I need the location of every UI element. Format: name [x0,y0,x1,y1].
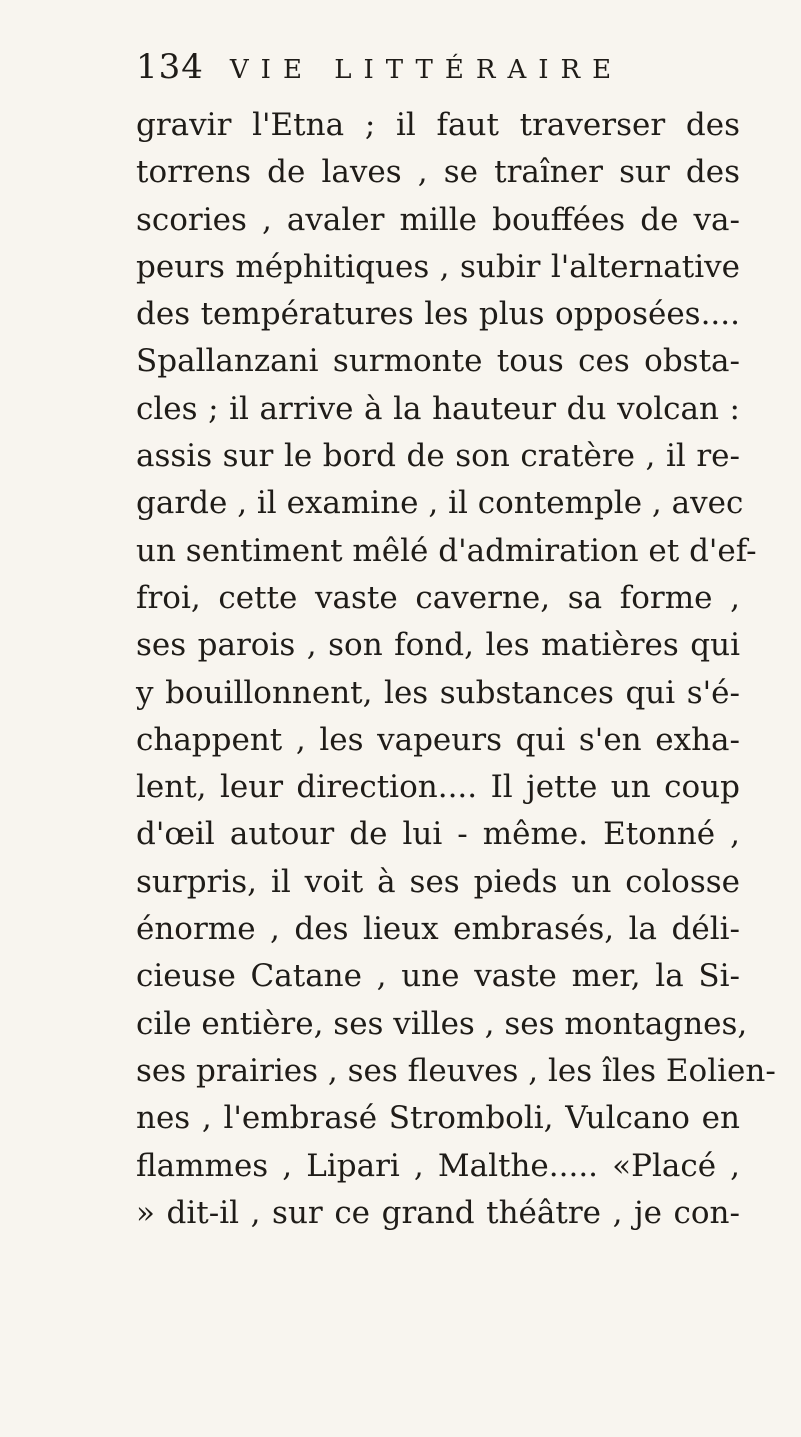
text-line: ses prairies , ses fleuves , les îles Eolien- [136,1052,776,1089]
text-line: nes , l'embrasé Stromboli, Vulcano en [136,1100,740,1137]
text-line: torrens de laves , se traîner sur des [136,154,740,191]
text-line: froi, cette vaste caverne, sa forme , [136,579,740,616]
text-line: assis sur le bord de son cratère , il re- [136,438,740,475]
text-line: garde , il examine , il contemple , avec [136,485,744,522]
body-text [136,102,776,1237]
text-line: y bouillonnent, les substances qui s'é- [136,674,740,711]
text-line: Spallanzani surmonte tous ces obsta- [136,343,740,380]
text-line: lent, leur direction.... Il jette un coup [136,769,740,806]
text-line: flammes , Lipari , Malthe..... «Placé , [136,1147,740,1184]
text-line: énorme , des lieux embrasés, la déli- [136,911,740,948]
text-line: scories , avaler mille bouffées de va- [136,201,740,238]
text-line: ses parois , son fond, les matières qui [136,627,740,664]
text-line: cile entière, ses villes , ses montagnes, [136,1005,748,1042]
running-head [136,44,623,90]
text-line: surpris, il voit à ses pieds un colosse [136,863,740,900]
text-line: » dit-il , sur ce grand théâtre , je con- [136,1194,740,1231]
running-title: VIE LITTÉRAIRE [229,55,624,85]
text-line: cles ; il arrive à la hauteur du volcan : [136,390,740,427]
text-line: cieuse Catane , une vaste mer, la Si- [136,958,740,995]
text-line: gravir l'Etna ; il faut traverser des [136,107,740,143]
text-line: un sentiment mêlé d'admiration et d'ef- [136,532,757,569]
text-line: des températures les plus opposées.... [136,296,740,333]
text-line: chappent , les vapeurs qui s'en exha- [136,721,740,758]
text-line: d'œil autour de lui - même. Etonné , [136,816,740,853]
text-line: peurs méphitiques , subir l'alternative [136,248,740,285]
page-number: 134 [136,47,204,87]
